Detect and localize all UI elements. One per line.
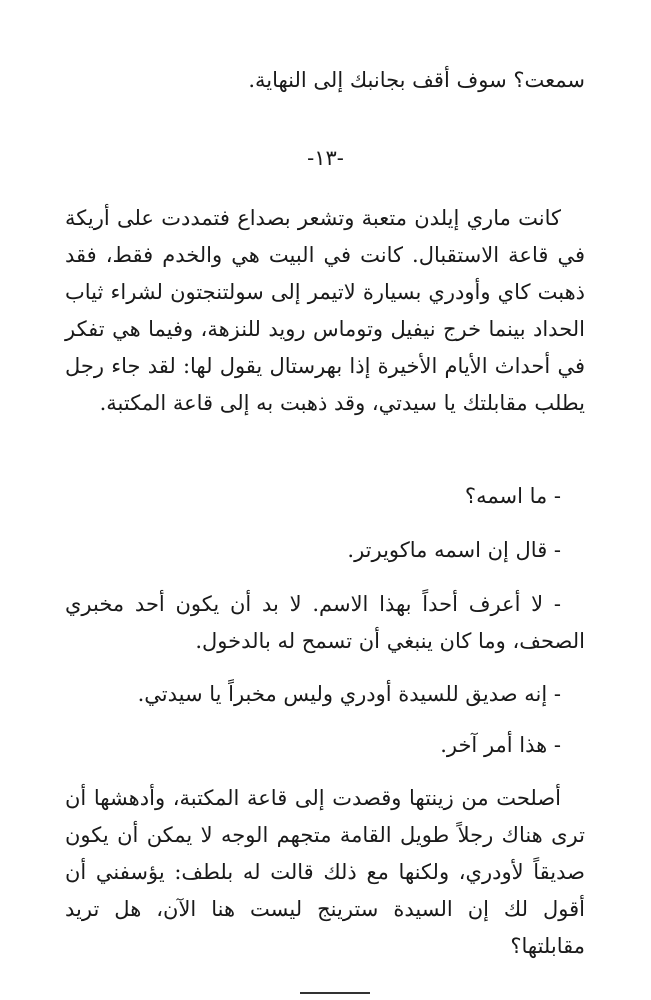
dialog-line-3: - لا أعرف أحداً بهذا الاسم. لا بد أن يكون أحد مخبري الصحف، وما كان ينبغي أن تسمح له بالدخول.	[65, 592, 585, 653]
paragraph-2: أصلحت من زينتها وقصدت إلى قاعة المكتبة، وأدهشها أن ترى هناك رجلاً طويل القامة متجهم الوجه لا يمكن أن يكون صديقاً لأودري، ولكنها مع ذلك قالت له بلطف: يؤسفني أن أقول لك إن السيدة سترينج ليست هنا الآن، هل تريد مقابلتها؟	[65, 786, 585, 958]
top-line-text: سمعت؟ سوف أقف بجانبك إلى النهاية.	[248, 68, 585, 92]
dialog-line-4: - إنه صديق للسيدة أودري وليس مخبراً يا سيدتي.	[137, 682, 561, 706]
paragraph-1: كانت ماري إيلدن متعبة وتشعر بصداع فتمددت على أريكة في قاعة الاستقبال. كانت في البيت هي والخدم فقط، فقد ذهبت كاي وأودري بسيارة لاتيمر إلى سولتنجتون لشراء ثياب الحداد بينما خرج نيفيل وتوماس رويد للنزهة، وفيما هي تفكر في أحداث الأيام الأخيرة إذا بهرستال يقول لها: لقد جاء رجل يطلب مقابلتك يا سيدتي، وقد ذهبت به إلى قاعة المكتبة.	[65, 206, 585, 415]
dialog-line-2: - قال إن اسمه ماكويرتر.	[347, 538, 561, 562]
dialog-line-1: - ما اسمه؟	[464, 484, 561, 508]
page-bottom-mark	[280, 990, 370, 1000]
chapter-number: -١٣-	[307, 146, 344, 170]
dialog-line-5: - هذا أمر آخر.	[440, 733, 561, 757]
